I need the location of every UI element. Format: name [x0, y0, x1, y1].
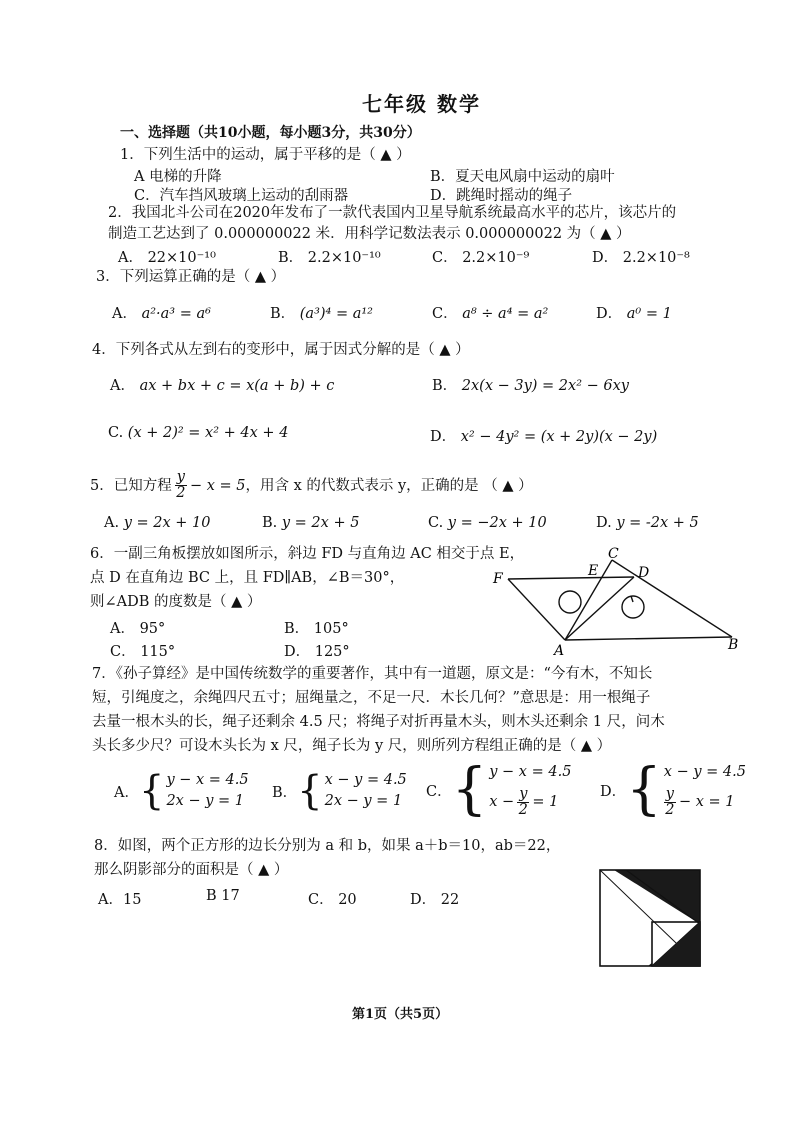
q3-option-a-expr: a²·a³ = a⁶ — [141, 306, 211, 322]
q4-option-a — [110, 374, 334, 395]
q8-option-c: C． 20 — [308, 892, 357, 908]
q3-stem: 3．下列运算正确的是（ ▲ ） — [96, 269, 286, 285]
q5-option-c-expr: y = −2x + 10 — [447, 515, 547, 531]
q7-option-c-brace: { — [451, 757, 488, 822]
q7-stem-line1: 7．《孙子算经》是中国传统数学的重要著作，其中有一道题，原文是：“今有木，不知长 — [92, 666, 653, 682]
segment-fd — [508, 577, 634, 579]
segment-fa — [508, 579, 565, 640]
q7-option-c-eq2-pre: x − — [489, 794, 515, 810]
q2-stem-line2: 制造工艺达到了 0.000000022 米．用科学记数法表示 0.000000022 为（ ▲ ） — [108, 226, 631, 242]
page-number: 第1页（共5页） — [352, 1007, 449, 1022]
section-title: 一、选择题（共10小题，每小题3分，共30分） — [120, 125, 421, 141]
q7-stem-line2: 短，引绳度之，余绳四尺五寸；屈绳量之，不足一尺．木长几何？”意思是：用一根绳子 — [92, 690, 651, 706]
q8-option-d: D． 22 — [410, 892, 460, 908]
q3-option-d-expr: a⁰ = 1 — [626, 306, 672, 322]
q5-option-d — [596, 515, 699, 531]
q7-option-d-fraction — [664, 787, 676, 818]
q8-stem-line2: 那么阴影部分的面积是（ ▲ ） — [94, 862, 289, 878]
q4-stem: 4．下列各式从左到右的变形中，属于因式分解的是（ ▲ ） — [92, 342, 470, 358]
segment-ad — [565, 577, 634, 640]
q8-squares-figure — [596, 866, 708, 972]
segment-ab — [565, 637, 732, 640]
q7-stem-line4: 头长多少尺？可设木头长为 x 尺，绳子长为 y 尺，则所列方程组正确的是（ ▲ ） — [92, 738, 612, 754]
q4-option-b — [432, 374, 629, 395]
q3-option-d — [596, 302, 672, 323]
q7-option-b-eq1: x − y = 4.5 — [324, 772, 407, 788]
q7-option-b-system — [297, 770, 407, 812]
q5-option-d-expr: y = -2x + 5 — [616, 515, 699, 531]
q5-equation: − x = 5 — [189, 477, 246, 494]
segment-cb — [612, 560, 732, 637]
label-e: E — [588, 563, 599, 579]
q5-option-b-expr: y = 2x + 5 — [281, 515, 360, 531]
q5-option-c — [428, 515, 547, 531]
q3-option-a-label: A． — [112, 306, 137, 322]
q6-stem-line1: 6．一副三角板摆放如图所示，斜边 FD 与直角边 AC 相交于点 E， — [90, 546, 525, 562]
q7-option-d-eq2 — [664, 787, 746, 818]
q5-fraction-denominator: 2 — [176, 485, 186, 501]
q2-stem-line1: 2．我国北斗公司在2020年发布了一款代表国内卫星导航系统最高水平的芯片，该芯片的 — [108, 205, 677, 221]
q7-option-b-eq2: 2x − y = 1 — [324, 793, 403, 809]
q3-option-d-label: D． — [596, 306, 623, 322]
page-title: 七年级 数学 — [362, 92, 481, 116]
label-d: D — [638, 565, 650, 581]
q8-option-b: B 17 — [206, 888, 240, 904]
q4-option-b-expr: 2x(x − 3y) = 2x² − 6xy — [461, 378, 629, 394]
label-a: A — [554, 643, 565, 657]
q5-option-a-label: A. — [104, 515, 120, 531]
q6-triangle-figure — [490, 545, 750, 657]
q7-option-c-system — [451, 757, 572, 822]
q7-option-c-eq2-post: = 1 — [532, 794, 559, 810]
q6-option-d: D． 125° — [284, 644, 350, 660]
q4-option-a-expr: ax + bx + c = x(a + b) + c — [139, 378, 335, 394]
q1-option-a: A 电梯的升降 — [134, 169, 222, 185]
q3-option-b — [270, 302, 373, 323]
q7-option-c-eq1: y − x = 4.5 — [489, 764, 572, 780]
q7-option-a-brace: { — [138, 768, 165, 814]
q1-option-b: B．夏天电风扇中运动的扇叶 — [430, 169, 615, 185]
q7-option-a-eq1: y − x = 4.5 — [166, 772, 249, 788]
q7-option-b-label: B． — [272, 784, 298, 801]
q2-option-d: D． 2.2×10⁻⁸ — [592, 250, 690, 266]
q6-option-a: A． 95° — [110, 621, 166, 637]
q1-stem: 1．下列生活中的运动，属于平移的是（ ▲ ） — [120, 147, 411, 163]
q5-option-b-label: B. — [262, 515, 278, 531]
q5-option-a-expr: y = 2x + 10 — [123, 515, 211, 531]
q5-fraction — [175, 470, 187, 501]
q5-fraction-numerator: y — [176, 469, 185, 485]
q7-option-a-label: A． — [114, 784, 139, 801]
q7-option-c-label: C． — [426, 783, 452, 800]
q7-option-c — [426, 757, 572, 822]
hole-tick — [631, 596, 633, 602]
q5-stem-suffix: ，用含 x 的代数式表示 y，正确的是 （ ▲ ） — [245, 477, 533, 494]
q7-option-c-fraction-den: 2 — [518, 802, 528, 818]
q7-option-d — [600, 757, 746, 822]
q8-stem-line1: 8．如图，两个正方形的边长分别为 a 和 b，如果 a＋b＝10，ab＝22， — [94, 838, 561, 854]
q4-option-c-expr: (x + 2)² = x² + 4x + 4 — [127, 425, 289, 441]
q7-stem-line3: 去量一根木头的长，绳子还剩余 4.5 尺；将绳子对折再量木头，则木头还剩余 1 尺，问木 — [92, 714, 665, 730]
q7-option-b-brace: { — [297, 768, 323, 814]
q3-option-c — [432, 302, 548, 323]
q4-option-d-label: D． — [430, 429, 457, 445]
q8-option-a: A．15 — [98, 892, 142, 908]
shaded-triangle-top — [614, 870, 700, 924]
q6-option-b: B． 105° — [284, 621, 349, 637]
q7-option-a-eq2: 2x − y = 1 — [166, 793, 244, 809]
label-f: F — [493, 571, 503, 587]
q7-option-d-system — [626, 757, 746, 822]
q6-stem-line3: 则∠ADB 的度数是（ ▲ ） — [90, 594, 262, 610]
q5-option-d-label: D. — [596, 515, 612, 531]
q3-option-b-label: B． — [270, 306, 296, 322]
q2-option-a: A． 22×10⁻¹⁰ — [118, 250, 216, 266]
q7-option-d-fraction-num: y — [665, 786, 674, 802]
q5-option-c-label: C. — [428, 515, 444, 531]
q5-stem — [90, 470, 533, 501]
label-c: C — [608, 546, 619, 562]
q4-option-d — [430, 425, 657, 446]
q7-option-b — [272, 770, 407, 812]
q3-option-c-expr: a⁸ ÷ a⁴ = a² — [462, 306, 549, 322]
triangle-hole-right — [622, 596, 644, 618]
q7-option-a — [114, 770, 249, 812]
q7-option-d-fraction-den: 2 — [665, 802, 675, 818]
triangle-hole-left — [559, 591, 581, 613]
q4-option-c-label: C. — [108, 425, 124, 441]
q7-option-d-eq1: x − y = 4.5 — [663, 764, 746, 780]
q3-option-c-label: C． — [432, 306, 458, 322]
q7-option-c-fraction-num: y — [519, 786, 528, 802]
q7-option-d-eq2-post: − x = 1 — [678, 794, 735, 810]
q2-option-b: B． 2.2×10⁻¹⁰ — [278, 250, 381, 266]
q7-option-d-label: D． — [600, 783, 627, 800]
q7-option-c-fraction — [517, 787, 529, 818]
q4-option-b-label: B． — [432, 378, 458, 394]
q7-option-a-system — [139, 770, 249, 812]
q5-option-a — [104, 515, 210, 531]
q4-option-c — [108, 425, 288, 441]
q2-option-c: C． 2.2×10⁻⁹ — [432, 250, 530, 266]
q6-stem-line2: 点 D 在直角边 BC 上，且 FD∥AB，∠B＝30°， — [90, 570, 405, 586]
q3-option-a — [112, 302, 211, 323]
q7-option-d-brace: { — [626, 757, 662, 822]
q1-option-d: D．跳绳时摇动的绳子 — [430, 188, 573, 204]
q4-option-a-label: A． — [110, 378, 135, 394]
q5-stem-prefix: 5．已知方程 — [90, 477, 172, 494]
q3-option-b-expr: (a³)⁴ = a¹² — [299, 306, 373, 322]
q1-option-c: C．汽车挡风玻璃上运动的刮雨器 — [134, 188, 349, 204]
q4-option-d-expr: x² − 4y² = (x + 2y)(x − 2y) — [460, 429, 658, 445]
q7-option-c-eq2 — [489, 787, 571, 818]
q5-option-b — [262, 515, 359, 531]
q6-option-c: C． 115° — [110, 644, 176, 660]
label-b: B — [728, 637, 739, 653]
